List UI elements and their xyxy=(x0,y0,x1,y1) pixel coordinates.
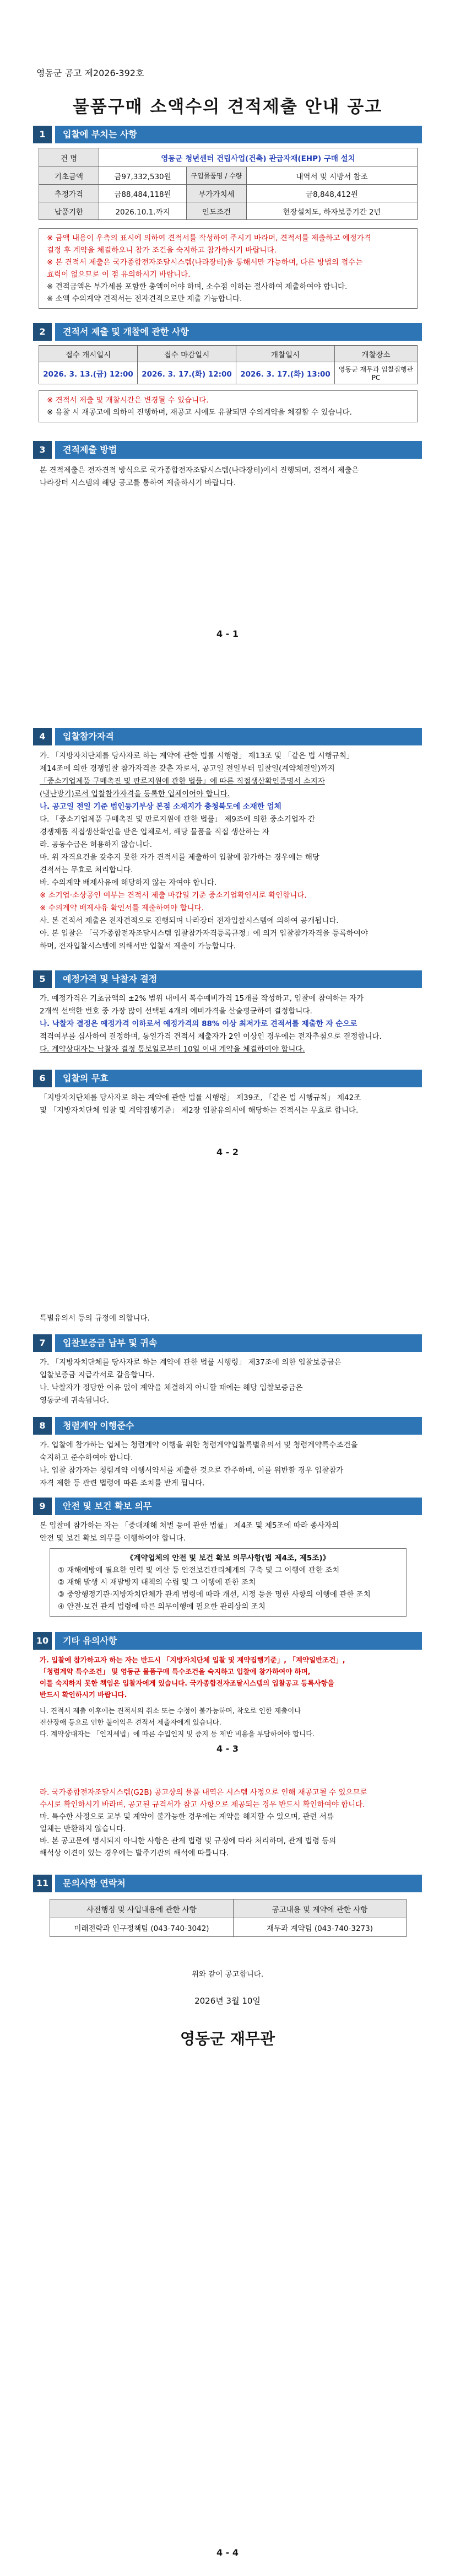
section-title: 입찰참가자격 xyxy=(55,728,422,745)
section-header-2: 2 견적서 제출 및 개찰에 관한 사항 xyxy=(33,323,422,341)
estimated-price: 금88,484,118원 xyxy=(99,185,187,202)
page-4 xyxy=(0,1786,455,2576)
section1-notes: ※ 금액 내용이 우측의 표시에 의하여 견적서를 작성하여 주시기 바라며, 견적서를 제출하고 예정가격 결정 후 계약을 체결하오니 참가 조건을 숙지하고 참가하시기 바랍니다. ※ 본 견적서 제출은 국가종합전자조달시스템(나라장터)을 통해서만 가능하며, 다른 방법의 접수는 효력이 없으므로 이 점 유의하시기 바랍니다. ※ 견적금액은 부가세를 포함한 총액이어야 하며, 소수점 이하는 절사하여 제출하여야 합니다. ※ 소액 수의계약 견적서는 전자견적으로만 제출 가능합니다. xyxy=(39,228,418,309)
page-1 xyxy=(0,0,455,684)
delivery-deadline: 2026.10.1.까지 xyxy=(99,202,187,220)
contact-table: 사전행정 및 사업내용에 관한 사항 공고내용 및 계약에 관한 사항 미래전략과 인구정책팀 (043-740-3042) 재무과 계약팀 (043-740-3273) xyxy=(50,1899,407,1937)
section5-text: 가. 예정가격은 기초금액의 ±2% 범위 내에서 복수예비가격 15개를 작성하고, 입찰에 참여하는 자가 2개씩 선택한 번호 중 가장 많이 선택된 4개의 예비가격을 산술평균하여 결정합니다. 나. 낙찰자 결정은 예정가격 이하로서 예정가격의 88% 이상 최저가로 견적서를 제출한 자 순으로 적격여부를 심사하여 결정하며, 동일가격 견적서 제출자가 2인 이상인 경우에는 전자추첨으로 결정합니다. 다. 계약상대자는 낙찰자 결정 통보일로부터 10일 이내 계약을 체결하여야 합니다. xyxy=(40,994,382,1054)
section8-text: 가. 입찰에 참가하는 업체는 청렴계약 이행을 위한 청렴계약입찰특별유의서 및 청렴계약특수조건을 숙지하고 준수하여야 합니다. 나. 입찰 참가자는 청렴계약 이행서약서를 제출한 것으로 간주하며, 이를 위반할 경우 입찰참가 자격 제한 등 관련 법령에 따른 조치를 받게 됩니다. xyxy=(40,1441,358,1488)
section-header-4: 4 입찰참가자격 xyxy=(33,728,422,745)
page-2 xyxy=(0,728,455,1224)
safety-duty-box: 《계약업체의 안전 및 보건 확보 의무사항(법 제4조, 제5조)》 ① 재해예방에 필요한 인력 및 예산 등 안전보건관리체계의 구축 및 그 이행에 관한 조치 ② 재해 발생 시 재발방지 대책의 수립 및 그 이행에 관한 조치 ③ 중앙행정기관·지방자치단체가 관계 법령에 따라 개선, 시정 등을 명한 사항의 이행에 관한 조치 ④ 안전·보건 관계 법령에 따른 의무이행에 필요한 관리상의 조치 xyxy=(50,1548,407,1617)
close-datetime: 2026. 3. 17.(화) 12:00 xyxy=(138,362,236,384)
section7-text: 가. 「지방자치단체를 당사자로 하는 계약에 관한 법률 시행령」 제37조에 의한 입찰보증금은 입찰보증금 지급각서로 갈음합니다. 나. 낙찰자가 정당한 이유 없이 계약을 체결하지 아니할 때에는 해당 입찰보증금은 영동군에 귀속됩니다. xyxy=(40,1358,342,1405)
section-header-9: 9 안전 및 보건 확보 의무 xyxy=(33,1498,422,1515)
section-title: 견적제출 방법 xyxy=(55,441,422,459)
section-title: 견적서 제출 및 개찰에 관한 사항 xyxy=(55,323,422,341)
section-header-11: 11 문의사항 연락처 xyxy=(33,1875,422,1892)
contact-planning: 미래전략과 인구정책팀 (043-740-3042) xyxy=(50,1918,234,1937)
section-header-7: 7 입찰보증금 납부 및 귀속 xyxy=(33,1334,422,1352)
issuer: 영동군 재무관 xyxy=(180,2030,275,2048)
section6-continued: 특별유의서 등의 규정에 의합니다. xyxy=(40,1314,150,1323)
notice-number: 영동군 공고 제2026-392호 xyxy=(36,68,144,78)
page-number: 4 - 4 xyxy=(216,2547,239,2558)
section-header-5: 5 예정가격 및 낙찰자 결정 xyxy=(33,970,422,988)
page-3 xyxy=(0,1312,455,1709)
opening-place: 영동군 재무과 입찰집행관 PC xyxy=(335,362,418,384)
section4-text: 가. 「지방자치단체를 당사자로 하는 계약에 관한 법률 시행령」 제13조 및 「같은 법 시행규칙」 제14조에 의한 경쟁입찰 참가자격을 갖춘 자로서, 공고일 전일부터 입찰일(계약체결일)까지 「중소기업제품 구매촉진 및 판로지원에 관한 법률」에 따른 직접생산확인증명서 소지자 (냉난방기)로서 입찰참가자격을 등록한 업체이어야 합니다. 나. 공고일 전일 기준 법인등기부상 본점 소재지가 충청북도에 소재한 업체 다. 「중소기업제품 구매촉진 및 판로지원에 관한 법률」 제9조에 의한 중소기업자 간 경쟁제품 직접생산확인을 받은 업체로서, 해당 물품을 직접 생산하는 자 라. 공동수급은 허용하지 않습니다. 마. 위 자격요건을 갖추지 못한 자가 견적서를 제출하여 입찰에 참가하는 경우에는 해당 견적서는 무효로 처리합니다. 바. 수의계약 배제사유에 해당하지 않는 자여야 합니다. ※ 소기업·소상공인 여부는 견적서 제출 마감일 기준 중소기업확인서로 확인합니다. ※ 수의계약 배제사유 확인서를 제출하여야 합니다. 사. 본 견적서 제출은 전자견적으로 진행되며 나라장터 전자입찰시스템에 의하여 공개됩니다. 아. 본 입찰은 「국가종합전자조달시스템 입찰참가자격등록규정」에 의거 입찰참가자격을 등록하여야 하며, 전자입찰시스템에 의해서만 입찰서 제출이 가능합니다. xyxy=(40,752,369,951)
section-title: 청렴계약 이행준수 xyxy=(55,1417,422,1435)
page-number: 4 - 1 xyxy=(216,629,239,639)
schedule-table: 접수 개시일시 접수 마감일시 개찰일시 개찰장소 2026. 3. 13.(금) 12:00 2026. 3. 17.(화) 12:00 2026. 3. 17.(화) 13:00 영동군 재무과 입찰집행관 PC xyxy=(39,345,418,384)
opening-datetime: 2026. 3. 17.(화) 13:00 xyxy=(236,362,335,384)
section-title: 안전 및 보건 확보 의무 xyxy=(55,1498,422,1515)
page-number: 4 - 2 xyxy=(216,1147,239,1157)
section2-notes: ※ 견적서 제출 및 개찰시간은 변경될 수 있습니다. ※ 유찰 시 재공고에 의하여 진행하며, 재공고 시에도 유찰되면 수의계약을 체결할 수 있습니다. xyxy=(39,390,418,422)
section-header-3: 3 견적제출 방법 xyxy=(33,441,422,459)
section-title: 문의사항 연락처 xyxy=(55,1875,422,1892)
section9-text: 본 입찰에 참가하는 자는 「중대재해 처벌 등에 관한 법률」 제4조 및 제5조에 따라 종사자의 안전 및 보건 확보 의무를 이행하여야 합니다. xyxy=(40,1521,339,1543)
delivery-terms: 현장설치도, 하자보증기간 2년 xyxy=(247,202,418,220)
section-header-6: 6 입찰의 무효 xyxy=(33,1070,422,1087)
section10-text-final: 라. 국가종합전자조달시스템(G2B) 공고상의 물품 내역은 시스템 사정으로 인해 재공고될 수 있으므로 수시로 확인하시기 바라며, 공고된 규격서가 참고 사항으로 제공되는 경우 반드시 확인하여야 합니다. 마. 특수한 사정으로 교부 및 계약이 불가능한 경우에는 계약을 해지할 수 있으며, 관련 서류 일체는 반환하지 않습니다. 바. 본 공고문에 명시되지 아니한 사항은 관계 법령 및 규정에 따라 처리하며, 관계 법령 등의 해석상 이견이 있는 경우에는 발주기관의 해석에 따릅니다. xyxy=(40,1788,367,1858)
section-header-8: 8 청렴계약 이행준수 xyxy=(33,1417,422,1435)
closing-text: 위와 같이 공고합니다. xyxy=(191,1970,264,1979)
contact-finance: 재무과 계약팀 (043-740-3273) xyxy=(234,1918,407,1937)
section3-text: 본 견적제출은 전자견적 방식으로 국가종합전자조달시스템(나라장터)에서 진행되며, 견적서 제출은 나라장터 시스템의 해당 공고를 통하여 제출하시기 바랍니다. xyxy=(40,466,359,487)
section-title: 예정가격 및 낙찰자 결정 xyxy=(55,970,422,988)
section6-text: 「지방자치단체를 당사자로 하는 계약에 관한 법률 시행령」 제39조, 「같은 법 시행규칙」 제42조 및 「지방자치단체 입찰 및 계약집행기준」 제2장 입찰유의서에 해당하는 견적서는 무효로 합니다. xyxy=(40,1093,361,1115)
page-title: 물품구매 소액수의 견적제출 안내 공고 xyxy=(72,97,383,117)
section-title: 입찰에 부치는 사항 xyxy=(55,126,422,143)
section10-text: 가. 입찰에 참가하고자 하는 자는 반드시 「지방자치단체 입찰 및 계약집행기준」, 「계약일반조건」, 「청렴계약 특수조건」 및 영동군 물품구매 특수조건을 숙지하고 입찰에 참가하여야 하며, 이를 숙지하지 못한 책임은 입찰자에게 있습니다. 국가종합전자조달시스템의 입찰공고 등록사항을 반드시 확인하시기 바랍니다. xyxy=(40,1656,345,1699)
bid-info-table: 건 명 영동군 청년센터 건립사업(건축) 관급자재(EHP) 구매 설치 기초금액 금97,332,530원 구입물품명 / 수량 내역서 및 시방서 참조 추정가격 금88,484,118원 부가가치세 금8,848,412원 납품기한 2026.10.1.까지 인도조건 현장설치도, 하자보증기간 2년 xyxy=(39,148,418,220)
section-header-10: 10 기타 유의사항 xyxy=(33,1632,422,1650)
project-name: 영동군 청년센터 건립사업(건축) 관급자재(EHP) 구매 설치 xyxy=(99,148,418,167)
page-number: 4 - 3 xyxy=(216,1743,239,1754)
vat-amount: 금8,848,412원 xyxy=(247,185,418,202)
section-title: 입찰보증금 납부 및 귀속 xyxy=(55,1334,422,1352)
notice-date: 2026년 3월 10일 xyxy=(194,1996,261,2006)
open-datetime: 2026. 3. 13.(금) 12:00 xyxy=(39,362,138,384)
section-title: 입찰의 무효 xyxy=(55,1070,422,1087)
section10-text-cont: 나. 견적서 제출 이후에는 견적서의 취소 또는 수정이 불가능하며, 착오로 인한 제출이나 전산장애 등으로 인한 불이익은 견적서 제출자에게 있습니다. 다. 계약상대자는 「인지세법」에 따른 수입인지 및 증지 등 제반 비용을 부담하여야 합니다. xyxy=(40,1706,315,1738)
base-amount: 금97,332,530원 xyxy=(99,167,187,185)
section-header-1: 1 입찰에 부치는 사항 xyxy=(33,126,422,143)
section-title: 기타 유의사항 xyxy=(55,1632,422,1650)
